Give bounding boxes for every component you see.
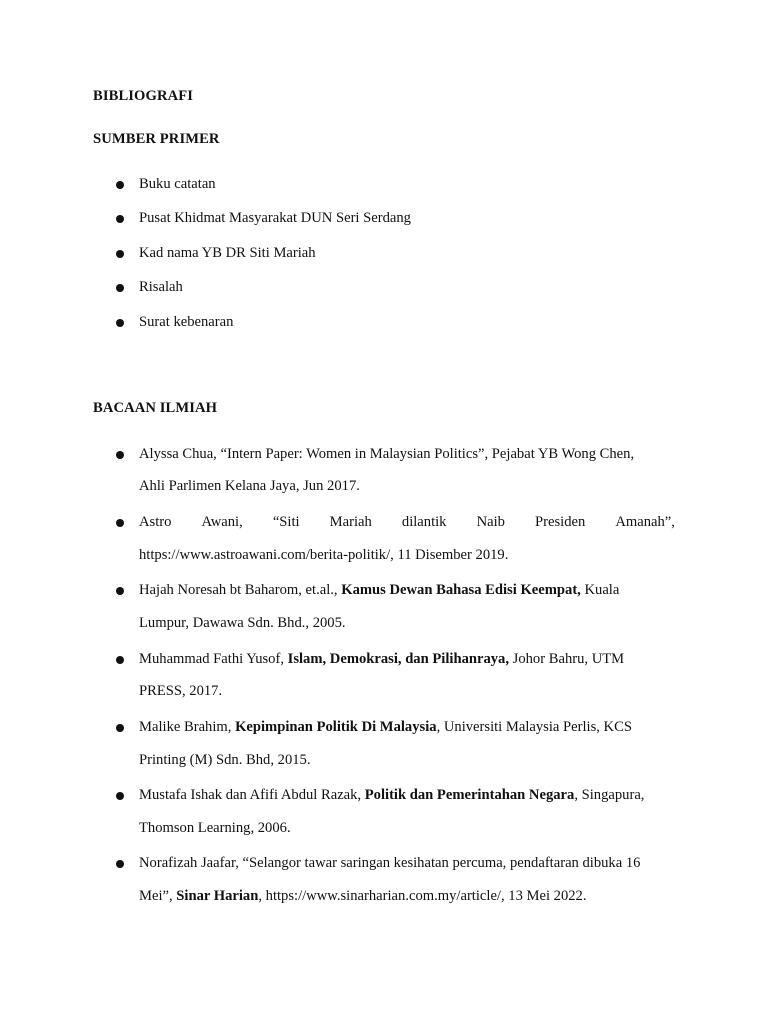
- bullet-icon: [116, 451, 124, 459]
- bullet-icon: [116, 656, 124, 664]
- reference-line: [139, 888, 675, 905]
- reference-line-justified: [139, 514, 675, 531]
- reference-line: [139, 651, 675, 668]
- bullet-icon: [116, 284, 124, 292]
- reference-title: Politik dan Pemerintahan Negara: [364, 787, 575, 803]
- reference-word: Naib: [476, 514, 505, 530]
- reference-word: Amanah”,: [615, 514, 675, 530]
- reference-text: Mei”,: [139, 888, 177, 904]
- reference-line: PRESS, 2017.: [139, 683, 223, 699]
- reference-word: Mariah: [329, 514, 372, 530]
- reference-line: https://www.astroawani.com/berita-politik/, 11 Disember 2019.: [139, 547, 509, 563]
- reference-word: Astro: [139, 514, 172, 530]
- bullet-icon: [116, 587, 124, 595]
- list-item: Buku catatan: [139, 176, 216, 192]
- reference-url: , https://www.sinarharian.com.my/article/, 13 Mei 2022.: [258, 888, 587, 904]
- reference-publisher: , Universiti Malaysia Perlis, KCS: [436, 719, 632, 735]
- bullet-icon: [116, 215, 124, 223]
- scholarly-readings-heading: BACAAN ILMIAH: [93, 400, 218, 416]
- reference-line: [139, 582, 675, 599]
- reference-author: Malike Brahim,: [139, 719, 236, 735]
- reference-title: Kamus Dewan Bahasa Edisi Keempat,: [341, 582, 581, 598]
- reference-author: Mustafa Ishak dan Afifi Abdul Razak,: [139, 787, 365, 803]
- reference-title: Kepimpinan Politik Di Malaysia: [235, 719, 437, 735]
- reference-line: [139, 787, 675, 804]
- bullet-icon: [116, 250, 124, 258]
- primary-sources-heading: SUMBER PRIMER: [93, 131, 220, 147]
- reference-line: Printing (M) Sdn. Bhd, 2015.: [139, 752, 311, 768]
- reference-word: “Siti: [272, 514, 300, 530]
- reference-line: Norafizah Jaafar, “Selangor tawar saringan kesihatan percuma, pendaftaran dibuka 16: [139, 855, 641, 871]
- bullet-icon: [116, 319, 124, 327]
- list-item: Pusat Khidmat Masyarakat DUN Seri Serdang: [139, 210, 411, 226]
- list-item: Surat kebenaran: [139, 314, 234, 330]
- reference-line: Alyssa Chua, “Intern Paper: Women in Malaysian Politics”, Pejabat YB Wong Chen,: [139, 446, 635, 462]
- bullet-icon: [116, 792, 124, 800]
- reference-author: Hajah Noresah bt Baharom, et.al.,: [139, 582, 342, 598]
- bibliography-heading: BIBLIOGRAFI: [93, 88, 194, 104]
- reference-line: Ahli Parlimen Kelana Jaya, Jun 2017.: [139, 478, 360, 494]
- reference-word: Awani,: [201, 514, 243, 530]
- reference-title: Islam, Demokrasi, dan Pilihanraya,: [287, 651, 509, 667]
- list-item: Kad nama YB DR Siti Mariah: [139, 245, 316, 261]
- reference-line: Thomson Learning, 2006.: [139, 820, 291, 836]
- bullet-icon: [116, 181, 124, 189]
- reference-line: [139, 719, 675, 736]
- bullet-icon: [116, 860, 124, 868]
- bullet-icon: [116, 519, 124, 527]
- reference-author: Muhammad Fathi Yusof,: [139, 651, 288, 667]
- reference-publisher: Kuala: [580, 582, 620, 598]
- reference-word: Presiden: [535, 514, 586, 530]
- list-item: Risalah: [139, 279, 183, 295]
- reference-publisher: Johor Bahru, UTM: [509, 651, 625, 667]
- reference-publisher: , Singapura,: [574, 787, 645, 803]
- reference-word: dilantik: [401, 514, 447, 530]
- bullet-icon: [116, 724, 124, 732]
- reference-line: Lumpur, Dawawa Sdn. Bhd., 2005.: [139, 615, 346, 631]
- reference-source: Sinar Harian: [176, 888, 259, 904]
